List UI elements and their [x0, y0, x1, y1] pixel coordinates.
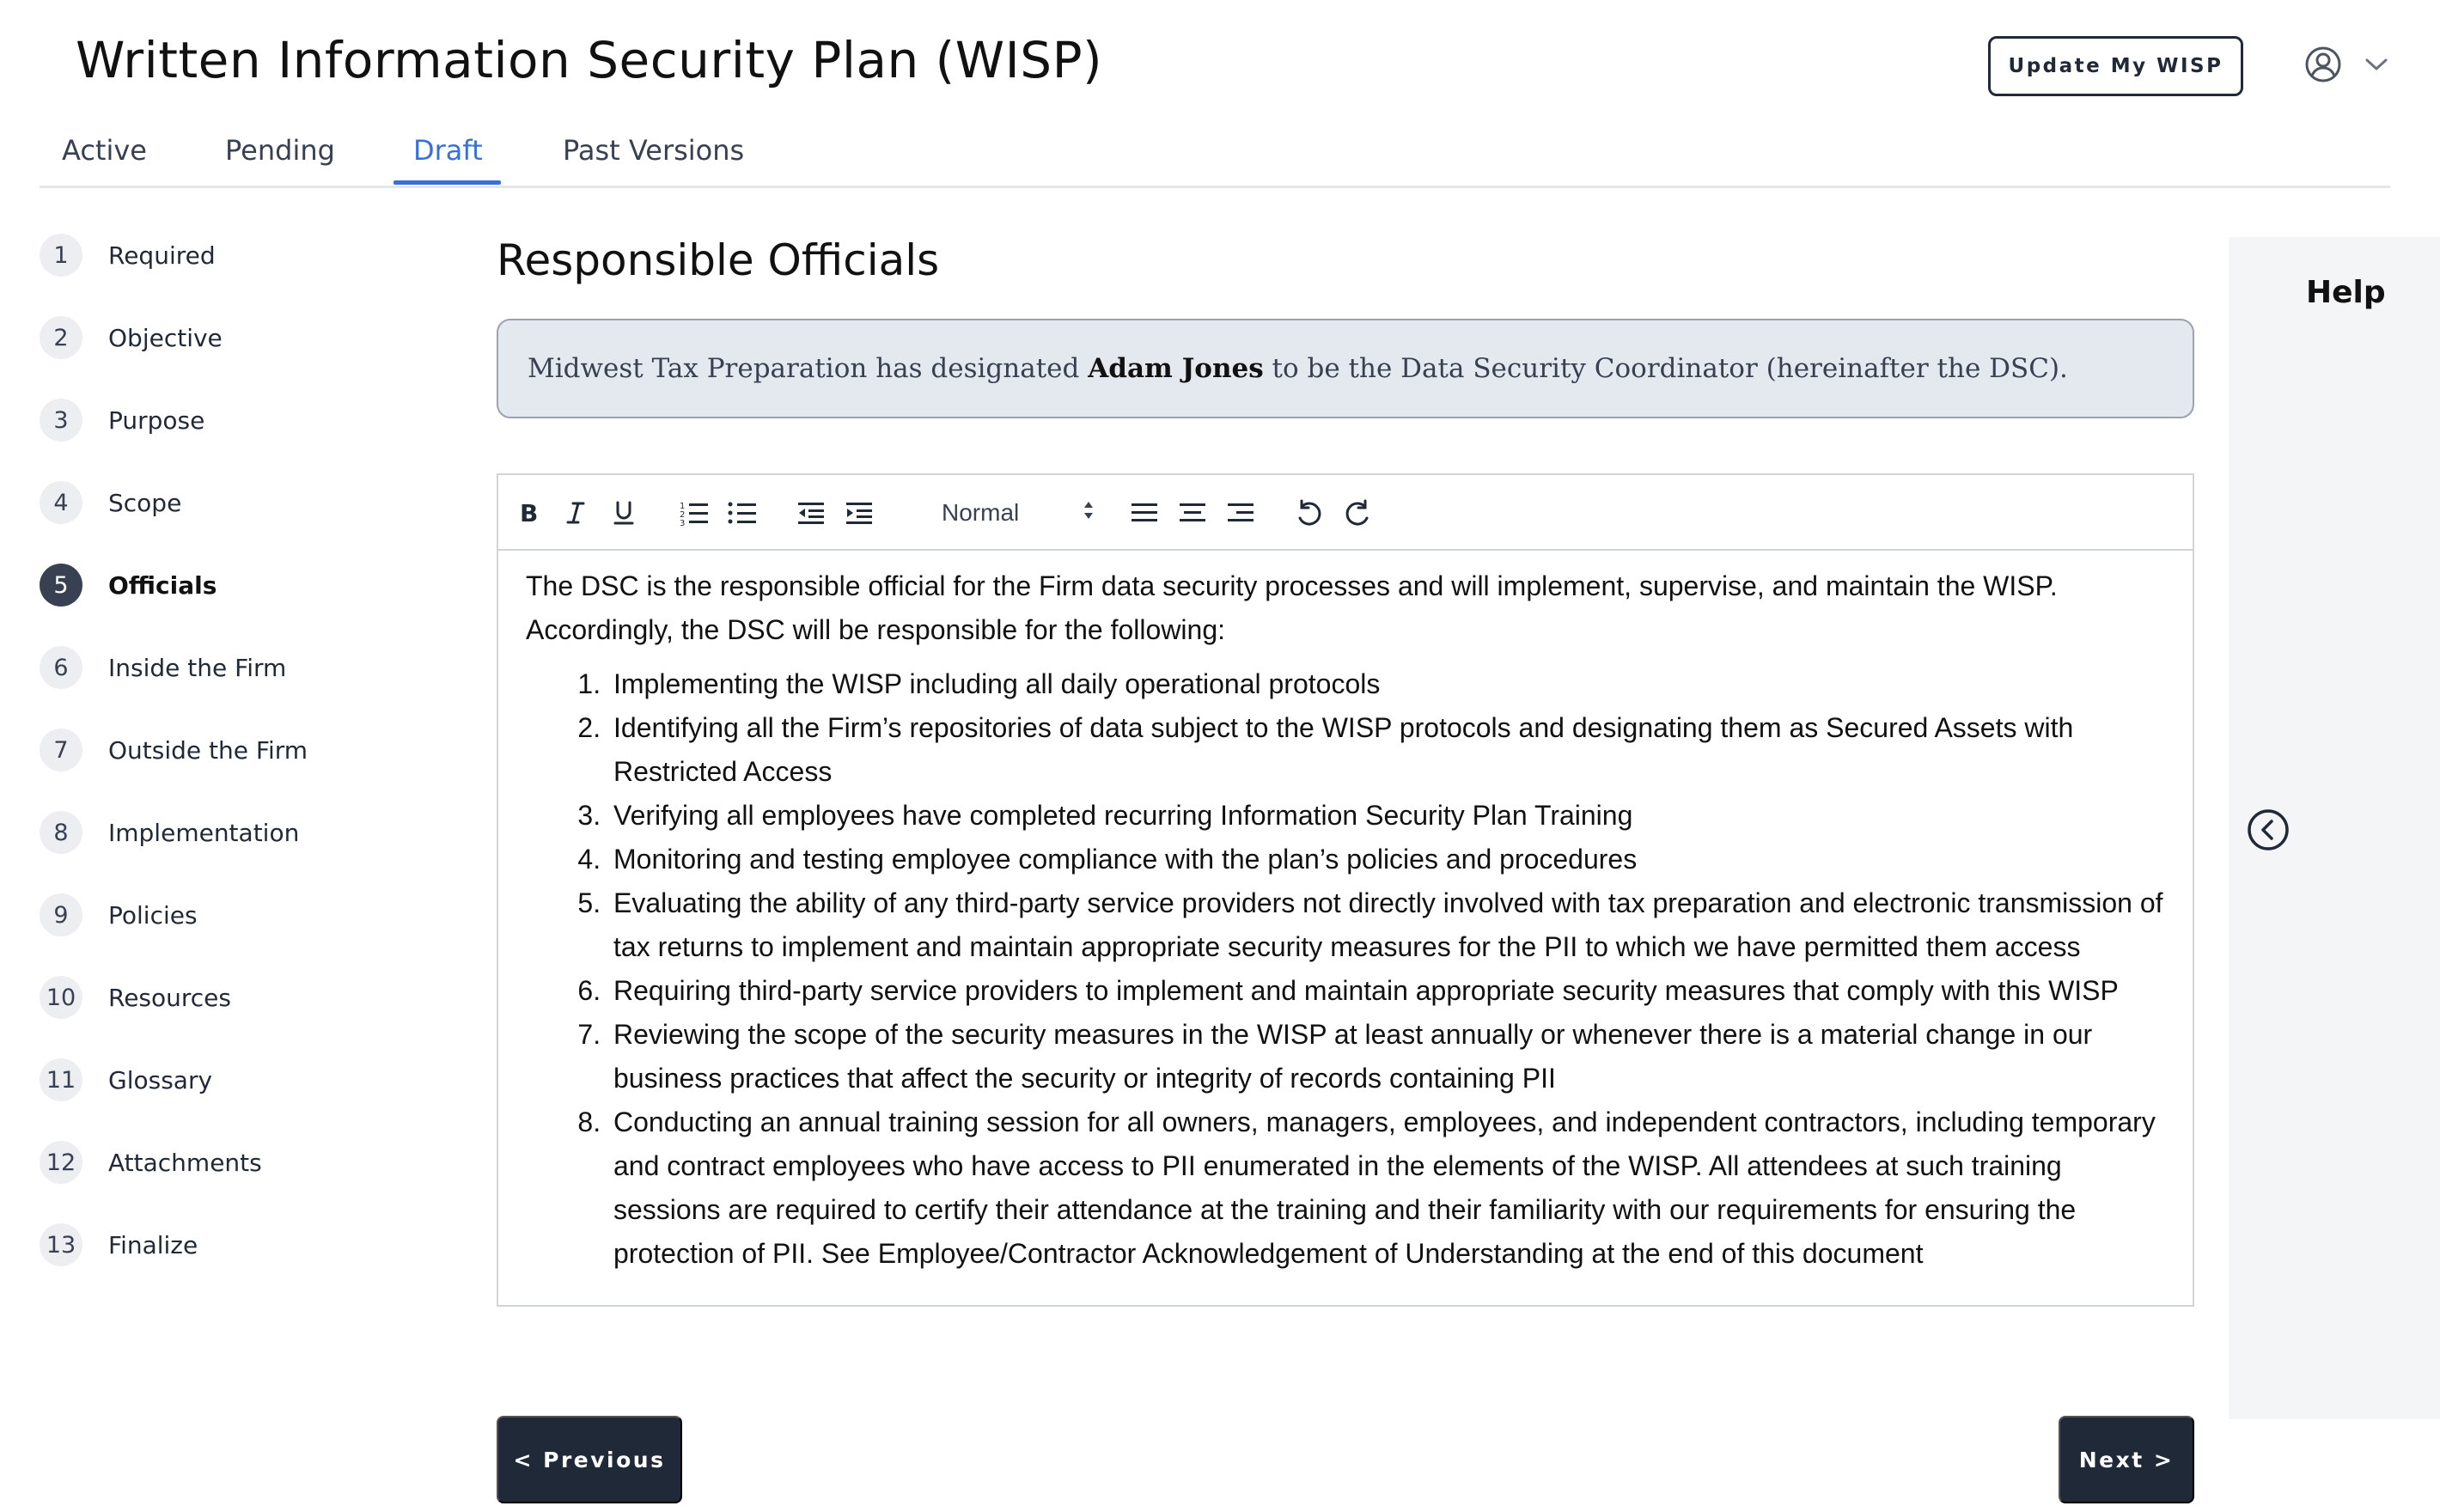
section-title: Responsible Officials	[497, 235, 940, 285]
list-item: 2. Identifying all the Firm’s repositories of data subject to the WISP protocols and designating them as Secured Assets with Restricted Access	[608, 706, 2175, 794]
svg-text:3: 3	[680, 519, 686, 526]
svg-text:1: 1	[680, 502, 686, 511]
update-wisp-button[interactable]: Update My WISP	[1988, 36, 2243, 96]
list-item: 6. Requiring third-party service providers to implement and maintain appropriate security measures that comply with this WISP	[608, 969, 2175, 1013]
step-item-officials[interactable]	[40, 564, 217, 607]
chevron-left-circle-icon[interactable]	[2246, 808, 2291, 852]
tab-active[interactable]: Active	[62, 134, 147, 167]
step-label: Officials	[108, 570, 217, 600]
step-item-attachments[interactable]	[40, 1141, 262, 1184]
list-item: 4. Monitoring and testing employee compliance with the plan’s policies and procedures	[608, 838, 2175, 881]
next-button[interactable]: Next >	[2059, 1416, 2194, 1503]
previous-button[interactable]: < Previous	[497, 1416, 682, 1503]
step-number: 6	[40, 646, 82, 689]
step-number: 8	[40, 811, 82, 854]
bold-icon[interactable]	[509, 494, 546, 532]
step-label: Outside the Firm	[108, 735, 308, 765]
callout-prefix: Midwest Tax Preparation has designated	[528, 353, 1089, 384]
undo-icon[interactable]	[1290, 494, 1328, 532]
align-center-icon[interactable]	[1174, 494, 1211, 532]
list-item: 7. Reviewing the scope of the security measures in the WISP at least annually or whenever there is a material change in our business practices that affect the security or integrity of records containing PII	[608, 1013, 2175, 1100]
help-panel	[2229, 237, 2440, 1419]
step-number: 4	[40, 481, 82, 524]
underline-icon[interactable]	[605, 494, 643, 532]
bullet-list-icon[interactable]	[723, 494, 761, 532]
step-number: 13	[40, 1223, 82, 1266]
step-label: Resources	[108, 983, 231, 1012]
outdent-icon[interactable]	[792, 494, 830, 532]
responsibility-list	[526, 662, 2175, 1276]
italic-icon[interactable]	[557, 494, 595, 532]
step-item-purpose[interactable]	[40, 399, 204, 442]
chevron-down-icon[interactable]	[2364, 57, 2388, 76]
user-circle-icon[interactable]	[2304, 46, 2342, 88]
designation-callout	[497, 319, 2194, 418]
callout-suffix: to be the Data Security Coordinator (hereinafter the DSC).	[1263, 353, 2068, 384]
step-label: Implementation	[108, 818, 300, 847]
step-item-outside-the-firm[interactable]	[40, 729, 308, 771]
step-number: 7	[40, 729, 82, 771]
list-item: 5. Evaluating the ability of any third-party service providers not directly involved with tax preparation and electronic transmission of tax returns to implement and maintain appropriate security measures for the PII to which we have permitted them access	[608, 881, 2175, 969]
step-number: 5	[40, 564, 82, 607]
step-number: 11	[40, 1058, 82, 1101]
align-right-icon[interactable]	[1222, 494, 1260, 532]
step-item-required[interactable]	[40, 234, 216, 277]
step-number: 3	[40, 399, 82, 442]
active-tab-indicator	[393, 180, 501, 185]
step-label: Scope	[108, 488, 182, 517]
step-number: 1	[40, 234, 82, 277]
step-item-glossary[interactable]	[40, 1058, 212, 1101]
list-item: 1. Implementing the WISP including all daily operational protocols	[608, 662, 2175, 706]
tab-pending[interactable]: Pending	[225, 134, 335, 167]
step-label: Purpose	[108, 405, 205, 435]
list-item: 3. Verifying all employees have completed recurring Information Security Plan Training	[608, 794, 2175, 838]
step-item-inside-the-firm[interactable]	[40, 646, 286, 689]
step-label: Inside the Firm	[108, 653, 287, 682]
step-item-resources[interactable]	[40, 976, 231, 1019]
step-item-finalize[interactable]	[40, 1223, 198, 1266]
dsc-name: Adam Jones	[1088, 353, 1264, 384]
editor-intro: The DSC is the responsible official for the Firm data security processes and will implement, supervise, and maintain the WISP. Accordingly, the DSC will be responsible for the following:	[526, 570, 2058, 645]
step-item-scope[interactable]	[40, 481, 181, 524]
step-label: Policies	[108, 900, 198, 930]
tab-bar	[40, 127, 2390, 188]
user-menu[interactable]	[2304, 43, 2404, 89]
step-label: Objective	[108, 323, 223, 352]
redo-icon[interactable]	[1339, 494, 1376, 532]
tab-past-versions[interactable]: Past Versions	[563, 134, 745, 167]
step-number: 10	[40, 976, 82, 1019]
editor-toolbar	[498, 475, 2193, 551]
svg-text:2: 2	[680, 510, 686, 520]
list-item: 8. Conducting an annual training session for all owners, managers, employees, and independent contractors, including temporary and contract employees who have access to PII enumerated in the elements of the WISP. All attendees at such training sessions are required to certify their attendance at the training and their familiarity with our requirements for ensuring the protection of PII. See Employee/Contractor Acknowledgement of Understanding at the end of this document	[608, 1100, 2175, 1276]
step-item-implementation[interactable]	[40, 811, 299, 854]
step-number: 9	[40, 893, 82, 936]
step-item-objective[interactable]	[40, 316, 223, 359]
select-arrows-icon	[1083, 499, 1095, 527]
align-left-icon[interactable]	[1125, 494, 1163, 532]
tab-draft[interactable]: Draft	[413, 134, 483, 167]
step-label: Finalize	[108, 1230, 198, 1259]
step-number: 2	[40, 316, 82, 359]
svg-text:B: B	[520, 500, 539, 526]
format-select[interactable]	[942, 492, 1095, 533]
ordered-list-icon[interactable]	[675, 494, 713, 532]
editor-content[interactable]	[526, 564, 2175, 1276]
format-select-value: Normal	[942, 499, 1020, 526]
help-title: Help	[2306, 275, 2386, 310]
page-title: Written Information Security Plan (WISP)	[76, 31, 1103, 89]
indent-icon[interactable]	[840, 494, 878, 532]
step-number: 12	[40, 1141, 82, 1184]
rich-text-editor	[497, 473, 2194, 1307]
step-label: Glossary	[108, 1065, 213, 1094]
step-label: Attachments	[108, 1148, 262, 1177]
step-item-policies[interactable]	[40, 893, 198, 936]
step-label: Required	[108, 241, 216, 270]
